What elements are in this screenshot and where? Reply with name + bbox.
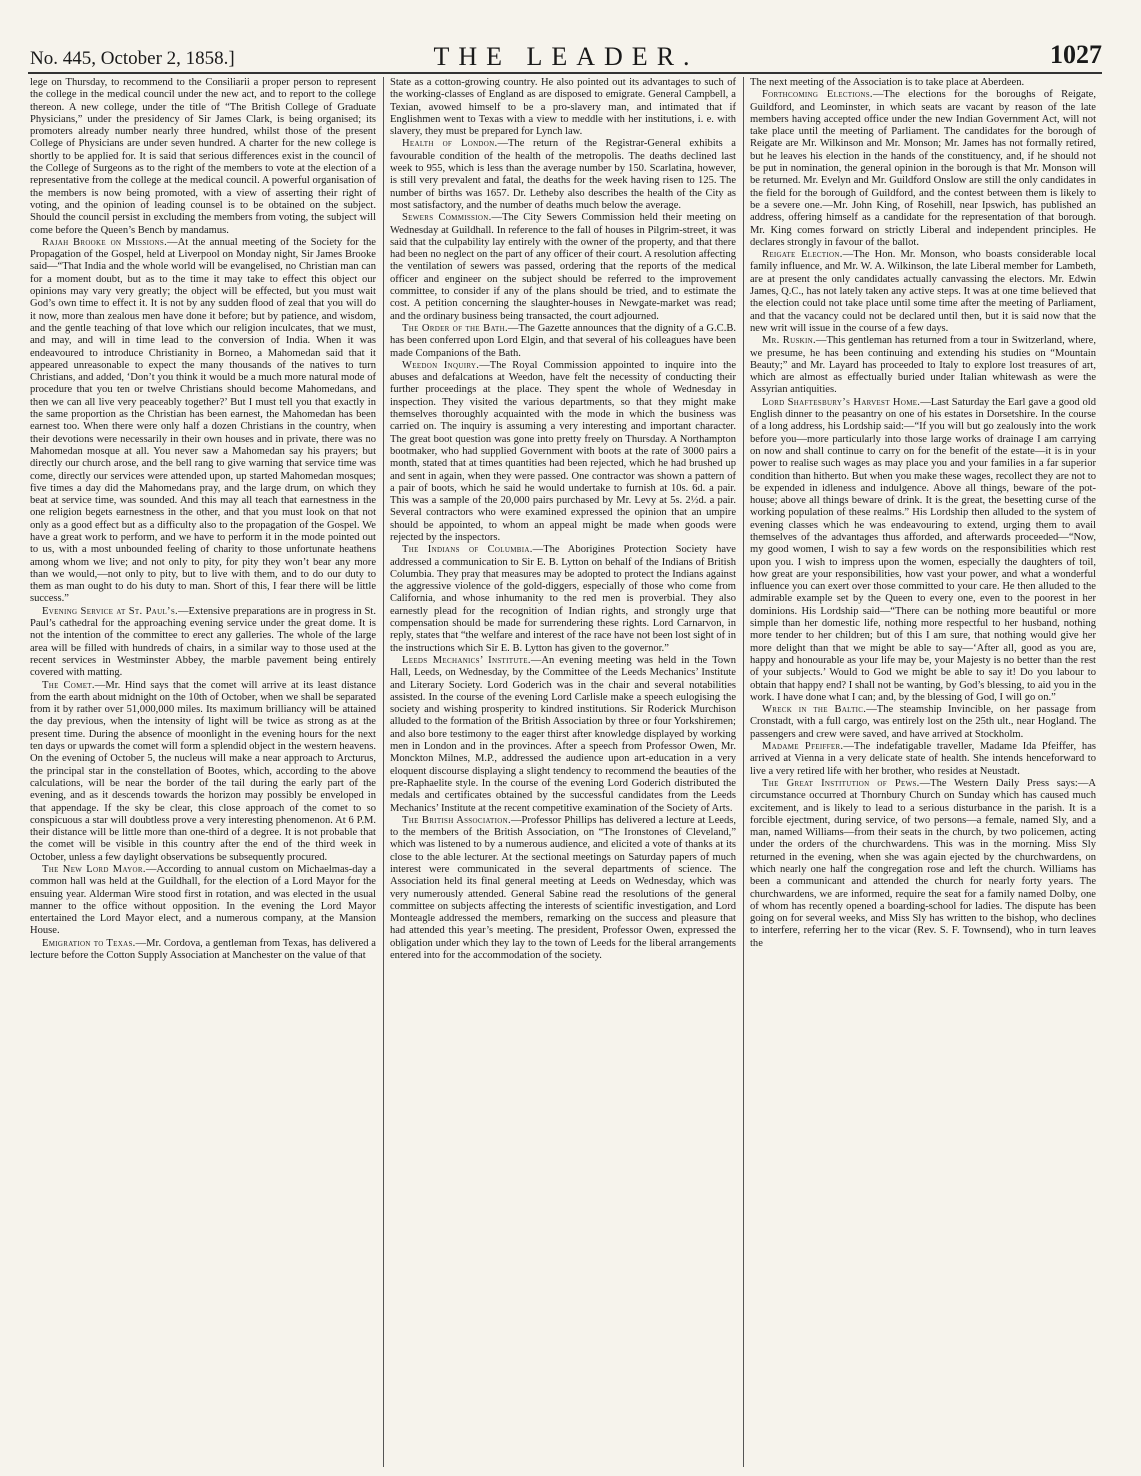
article-text: —This gentleman has returned from a tour in Switzerland, where, we presume, he has been continuing and extending his studies on “Mountain Beauty;” and Mr. Layard has proceeded to Italy to explore lost treasures of art, which are almost as effectually buried under Italian whitewash as were the Assyrian antiquities. [750,335,1096,396]
article-text: —Last Saturday the Earl gave a good old English dinner to the peasantry on one of his estates in Dorsetshire. In the course of a long address, his Lordship said:—“If you will but go zealously into the work before you—more particularly into those large works of drainage I am carrying on now and shall continue to carry on for the benefit of the estate—it is in your power to realise such wages as may place you and your families in a far superior condition than hitherto. But when you make these wages, recollect they are not to be expended in idleness and indulgence. Above all things, beware of the pot-house; above all things beware of drink. It is the great, the besetting curse of the working population of these realms.” His Lordship then alluded to the system of evening classes which he was endeavouring to extend, urging them to avail themselves of the advantages thus afforded, and afterwards proceeded—“Now, my good women, I wish to say a few words on the responsibilities which rest upon you. I wish to impress upon the women, especially the daughters of toil, how great are your responsibilities, how vast your power, and what a wonderful influence you can exert over those committed to your care. He then alluded to the admirable example set by the Queen to every one, even to the poorest in her dominions. His Lordship said—“There can be nothing more beautiful or more simple than her domestic life, nothing more respectful to her husband, nothing more tender to her children; but of this I am sure, that nothing would give her more delight than that we might be able to say—‘After all, good as you are, happy and honourable as your life may be, your Majesty is no better than the rest of your subjects.’ Would to God we might be able to say it! Do you labour to obtain that happy end? I shall not be wanting, by God’s blessing, to aid you in the work. I have done what I can; and, by the blessing of God, I will go on.” [750,396,1096,703]
article-heading: Sewers Commission. [402,212,492,224]
article-text: —The City Sewers Commission held their meeting on Wednesday at Guildhall. In reference to the fall of houses in Pilgrim-street, it was said that the culpability lay entirely with the owner of the property, and that there had been no neglect on the part of any officer of their court. A resolution affecting the ventilation of sewers was passed, ordering that the reports of the medical officer and engineer on the subject should be referred to the improvement committee, to consider if any of the plans should be tried, and to estimate the cost. A petition concerning the slaughter-houses in Newgate-market was read; and the ordinary business being transacted, the court adjourned. [390,212,736,322]
article-paragraph [750,77,1096,89]
article-text: —The Aborigines Protection Society have addressed a communication to Sir E. B. Lytton on behalf of the Indians of British Columbia. They pray that measures may be adopted to protect the Indians against the aggressive violence of the gold-diggers, especially of those who come from California, and whose inhumanity to the red men is proverbial. They also earnestly plead for the recognition of Indian rights, and strongly urge that compensation should be made for surrendering these rights. Lord Carnarvon, in reply, states that “the welfare and interest of the race have not been lost sight of in the instructions which Sir E. B. Lytton has given to the governor.” [390,544,736,654]
newspaper-title: THE LEADER. [433,42,699,71]
article-paragraph [30,864,376,938]
article-heading: The New Lord Mayor. [42,864,146,875]
article-text: —The Royal Commission appointed to inquire into the abuses and defalcations at Weedon, have felt the necessity of conducting their further proceedings at the place. They spent the whole of Wednesday in inspection. They visited the various departments, so that they might make themselves thoroughly acquainted with the mode in which the business was carried on. The inquiry is assuming a very interesting and important character. The great boot question was gone into pretty freely on Thursday. A Northampton bootmaker, who had supplied Government with boots at the rate of 3000 pairs a month, stated that at times quantities had been rejected, which he had brushed up and sent in again, when they were passed. One contractor was shown a pattern of a pair of boots, which he said he would undertake to furnish at 10s. 6d. a pair. This was a sample of the 20,000 pairs purchased by Mr. Levy at 5s. 2½d. a pair. Several contractors who were examined expressed the opinion that an umpire should be appointed, to whom an appeal might be made when goods were rejected by the inspectors. [390,359,736,543]
article-text: —The return of the Registrar-General exhibits a favourable condition of the health of the metropolis. The deaths declined last week to 955, which is less than the average number by 150. Scarlatina, however, is still very prevalent and fatal, the deaths for the week having risen to 125. The number of births was 1657. Dr. Letheby also describes the health of the City as most satisfactory, and the number of deaths much below the average. [390,138,736,211]
article-text: —Mr. Hind says that the comet will arrive at its least distance from the earth about midnight on the 10th of October, when we shall be separated from it by rather over 51,000,000 miles. Its maximum brilliancy will be attained the day previous, when the intensity of light will be twice as strong as at the present time. During the absence of moonlight in the evening hours for the next ten days or upwards the comet will form a splendid object in the western heavens. On the evening of October 5, the nucleus will make a near approach to Arcturus, the principal star in the constellation of Bootes, which, according to the above calculations, will be near the border of the tail during the early part of the evening, and as it descends towards the horizon may possibly be enveloped in that appendage. If the sky be clear, this close approach of the comet to so conspicuous a star will doubtless prove a very interesting phenomenon. At 6 P.M. their distance will be little more than one-third of a degree. It is not probable that the comet will be visible in this country after the end of the third week in October, unless a few daylight observations be subsequently procured. [30,679,376,863]
column-divider-2 [743,77,744,1467]
article-heading: The Indians of Columbia. [402,544,533,556]
article-paragraph [390,544,736,655]
article-text: State as a cotton-growing country. He also pointed out its advantages to such of the working-classes of England as are disposed to emigrate. General Campbell, a Texian, avowed himself to be a pro-slavery man, and intimated that if Englishmen went to Texas with a view to meddle with her institutions, i. e. with slavery, they must be prepared for Lynch law. [390,77,736,138]
article-heading: The Comet. [42,679,95,691]
article-text: —Professor Phillips has delivered a lecture at Leeds, to the members of the British Association, on “The Ironstones of Cleveland,” which was listened to by a numerous audience, and elicited a vote of thanks at its close to the able lecturer. At the sectional meetings on Saturday papers of much interest were communicated in the several departments of science. The Association held its final general meeting at Leeds on Wednesday, which was very numerously attended. General Sabine read the resolutions of the general committee on subjects affecting the interests of scientific investigation, and Lord Monteagle addressed the members, remarking on the success and pleasure that had attended this year’s meeting. The president, Professor Owen, expressed the obligation under which they lay to the town of Leeds for the liberal arrangements entered into for the accommodation of the society. [390,814,736,962]
article-paragraph [390,77,736,138]
article-paragraph [30,606,376,680]
article-text: —An evening meeting was held in the Town Hall, Leeds, on Wednesday, by the Committee of the Leeds Mechanics’ Institute and Literary Society. Lord Goderich was in the chair and several notabilities assisted. In the course of the evening Lord Carlisle make a speech eulogising the society and wishing prosperity to kindred institutions. Sir Roderick Murchison alluded to the formation of the British Association by three or four Yorkshiremen; and also bore testimony to the eager thirst after knowledge displayed by working men in London and in the provinces. After a speech from Professor Owen, Mr. Monckton Milnes, M.P., addressed the audience upon art-education in a very eloquent discourse displaying a slight tendency to recommend the beauties of the pre-Raphaelite style. In the course of the evening Lord Goderich distributed the medals and certificates obtained by the successful candidates from the Leeds Mechanics’ Institute at the recent competitive examination of the Society of Arts. [390,654,736,814]
article-paragraph [750,741,1096,778]
article-heading: Reigate Election. [762,249,843,261]
article-heading: The British Association. [402,814,511,826]
masthead [30,36,1102,70]
column-3 [750,77,1096,1467]
masthead-rule [28,72,1102,74]
issue-line: No. 445, October 2, 1858.] [30,48,235,69]
article-text: —The indefatigable traveller, Madame Ida Pfeiffer, has arrived at Vienna in a very delicate state of health. She intends henceforward to live a very retired life with her brother, who resides at Neustadt. [750,741,1096,777]
article-paragraph [390,360,736,544]
article-paragraph [30,77,376,237]
article-paragraph [750,335,1096,396]
article-heading: Emigration to Texas. [42,937,136,949]
column-2 [390,77,736,1467]
article-text: —The Western Daily Press says:—A circumstance occurred at Thornbury Church on Sunday which has caused much excitement, and is likely to lead to a serious disturbance in the parish. It is a forcible ejectment, during service, of two persons—a female, named Sly, and a man, named Williams—from their seats in the church, by two policemen, acting under the orders of the churchwardens. This was in the morning. Miss Sly returned in the evening, when she was again ejected by the churchwardens, on which nearly one half the congregation rose and left the church. Williams has been a communicant and attended the church for nearly forty years. The churchwardens, we are informed, require the seat for a family named Dolby, one of whom has recently opened a boarding-school for ladies. The dispute has been going on for several weeks, and Miss Sly has written to the bishop, who declines to interfere, referring her to the vicar (Rev. S. F. Townsend), who in turn leaves the [750,777,1096,949]
article-text: —Mr. Cordova, a gentleman from Texas, has delivered a lecture before the Cotton Supply Association at Manchester on the value of that [30,937,376,962]
article-heading: Leeds Mechanics’ Institute. [402,654,531,666]
page-number: 1027 [1050,40,1102,69]
column-divider-1 [383,77,384,1467]
article-paragraph [390,815,736,963]
article-heading: Rajah Brooke on Missions. [42,236,168,248]
article-paragraph [390,655,736,815]
article-heading: Health of London. [402,138,498,150]
article-paragraph [750,704,1096,741]
article-paragraph [750,249,1096,335]
article-text: —The Gazette announces that the dignity of a G.C.B. has been conferred upon Lord Elgin, and that several of his colleagues have been made Companions of the Bath. [390,322,736,359]
column-1 [30,77,376,1467]
article-paragraph [30,237,376,606]
article-paragraph [30,680,376,864]
article-heading: The Great Institution of Pews. [762,777,920,789]
article-text: lege on Thursday, to recommend to the Consiliarii a proper person to represent the college in the medical council under the new act, and to report to the college thereon. A new college, under the title of “The British College of Graduate Physicians,” under the presidency of Sir James Clark, is being organised; its promoters already number nearly three hundred, whilst those of the present College of Physicians are under seven hundred. A charter for the new college is shortly to be applied for. It is said that serious differences exist in the council of the College of Surgeons as to the right of the members to vote at the election of a representative from the college at the medical council. A powerful organisation of the members is now being promoted, with a view of asserting their right of voting, and the opinion of leading counsel is to be obtained on the subject. Should the council persist in excluding the members from voting, the subject will come before the Queen’s Bench by mandamus. [30,77,376,236]
article-heading: Mr. Ruskin. [762,335,816,347]
article-text: —The steamship Invincible, on her passage from Cronstadt, with a full cargo, was entirely lost on the 25th ult., near Hogland. The passengers and crew were saved, and have arrived at Stockholm. [750,704,1096,740]
article-heading: Weedon Inquiry. [402,359,480,371]
article-paragraph [30,938,376,963]
article-text: —At the annual meeting of the Society for the Propagation of the Gospel, held at Liverpool on Monday night, Sir James Brooke said—“That India and the whole world will be evangelised, no Christian man can for a moment doubt, but as to the time it may take to effect this object our opinions may vary very greatly; the object will be effected, but you must wait God’s own time to effect it. It is not by any sudden flood of zeal that you will do it now, more than zealous men have done it before; but by patience, and wisdom, and the gentle teaching of that love which our religion inculcates, that we must, and may, and will in time lead to the conversion of India. When it was endeavoured to introduce Christianity in Borneo, a Mahomedan said that it appeared unreasonable to expect the many thousands of the natives to turn Christians, and added, ‘Don’t you think it would be a much more natural mode of procedure that you ten or twelve Christians should become Mahomedans, and then we can all live very peaceably together?’ But I must tell you that exactly in the same proportion as the Christian has been earnest, the Mahomedan has been earnest too. When there were only half a dozen Christians in the country, when their devotions were necessarily in their own houses and in private, there was no Mahomedan mosque at all. You never saw a Mahomedan say his prayers; but directly our church arose, and the bell rang to give warning that service time was come, directly our services were attended upon, up started Mahomedan mosques; five times a day did the Mahomedans pray, and the large drum, on which they beat at service time, was sounded. And this may all teach that earnestness in the one religion begets earnestness in the other, and that you must look on that not only as a good effect but as a difficulty also to the propagation of the Gospel. We have a great work to perform, and we have to perform it in the mode pointed out to us, with a most unbounded feeling of charity to those unfortunate heathens among whom we live; and not only to pity, for pity they won’t bear any more than we would,—not only to pity, but to live with them, and to do our duty to them as man ought to do his duty to man. Short of this, I fear there will be little success.” [30,236,376,605]
article-heading: Lord Shaftesbury’s Harvest Home. [762,396,921,408]
article-paragraph [750,778,1096,950]
article-heading: Forthcoming Elections. [762,89,873,101]
article-heading: Wreck in the Baltic. [762,704,867,716]
article-text: The next meeting of the Association is to take place at Aberdeen. [750,77,1025,88]
article-paragraph [750,397,1096,704]
article-text: —According to annual custom on Michaelmas-day a common hall was held at the Guildhall, for the election of a Lord Mayor for the ensuing year. Alderman Wire stood first in rotation, and was elected in the usual manner to the office without opposition. In the evening the Lord Mayor entertained the Lord Mayor elect, and a numerous company, at the Mansion House. [30,864,376,937]
article-text: —The elections for the boroughs of Reigate, Guildford, and Leominster, in which seats are vacant by reason of the late members having accepted office under the new Indian Government Act, will not take place until the meeting of Parliament. The candidates for the borough of Reigate are Mr. Wilkinson and Mr. Monson; Mr. James has not formally retired, but he leaves his election in the hands of the constituency, and, if he should not be put in nomination, the general opinion in the borough is that Mr. Monson will be returned. Mr. Evelyn and Mr. Guildford Onslow are still the only candidates in the field for the borough of Guildford, and the contest between them is likely to be a severe one.—Mr. John King, of Rosehill, near Ipswich, has published an address, offering himself as a candidate for the representation of that borough. Mr. King comes forward on strictly Liberal and independent principles. He declares strongly in favour of the ballot. [750,89,1096,248]
article-text: —Extensive preparations are in progress in St. Paul’s cathedral for the approaching evening service under the great dome. It is not the intention of the committee to erect any galleries. The whole of the large area will be filled with hundreds of chairs, in a similar way to those used at the recent services in Westminster Abbey, the marble pavement being entirely covered with matting. [30,605,376,679]
article-paragraph [390,323,736,360]
article-heading: Madame Pfeiffer. [762,741,844,753]
article-paragraph [750,89,1096,249]
article-heading: Evening Service at St. Paul’s. [42,605,178,617]
article-paragraph [390,138,736,212]
article-text: —The Hon. Mr. Monson, who boasts considerable local family influence, and Mr. W. A. Wilkinson, the late Liberal member for Lambeth, are at present the only candidates actually canvassing the electors. Mr. Edwin James, Q.C., has not lately taken any active steps. It was at one time believed that the election could not take place until some time after the meeting of Parliament, and that the vacancy could not be declared until then, but it is said now that the new writ will issue in the course of a few days. [750,249,1096,334]
article-heading: The Order of the Bath. [402,322,508,334]
article-paragraph [390,212,736,323]
